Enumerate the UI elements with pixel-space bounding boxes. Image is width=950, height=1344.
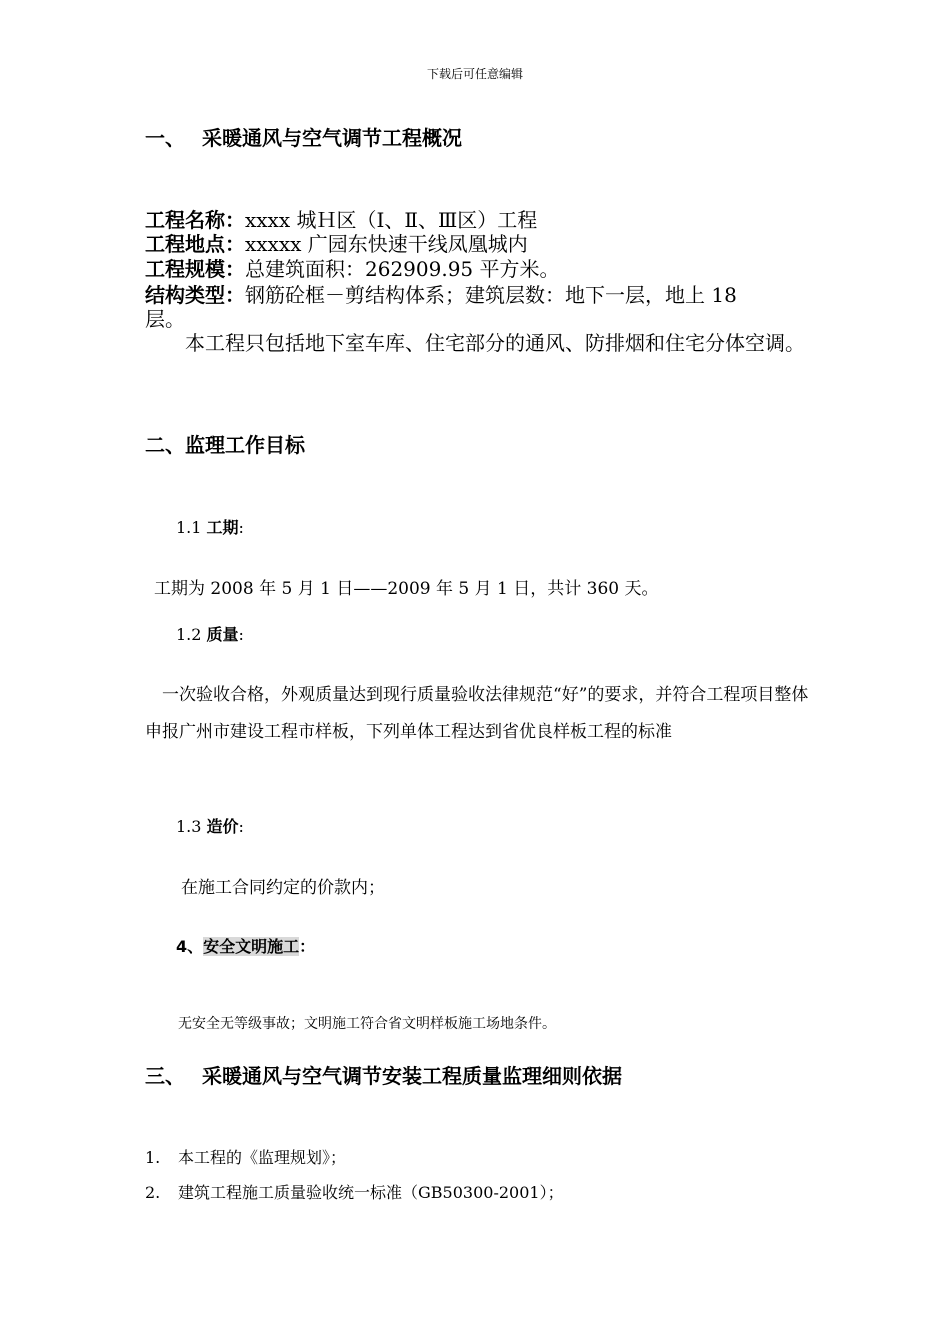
project-scale-line xyxy=(145,257,560,281)
project-scale-label: 工程规模： xyxy=(145,257,245,281)
goal-2-label: 质量 xyxy=(206,625,239,644)
goal-2-colon: : xyxy=(238,625,244,644)
goal-1-label: 工期 xyxy=(206,518,239,537)
project-name-value: xxxx 城Ｈ区（Ⅰ、Ⅱ、Ⅲ区）工程 xyxy=(245,208,538,232)
project-structure-cont: 层。 xyxy=(145,307,185,331)
section-1-number: 一、 xyxy=(145,126,185,150)
page-header-note: 下载后可任意编辑 xyxy=(426,67,523,81)
project-location-value: xxxxx 广园东快速干线凤凰城内 xyxy=(245,232,528,256)
list-item-text: 本工程的《监理规划》； xyxy=(178,1148,347,1167)
goal-2-text: 一次验收合格，外观质量达到现行质量验收法律规范“好”的要求，并符合工程项目整体申报广州市建设工程市样板，下列单体工程达到省优良样板工程的标准 xyxy=(145,685,809,742)
goal-1-colon: : xyxy=(238,518,244,537)
section-1-title: 采暖通风与空气调节工程概况 xyxy=(202,126,462,150)
project-location-line xyxy=(145,232,528,256)
list-item-text: 建筑工程施工质量验收统一标准（GB50300-2001）； xyxy=(178,1183,564,1202)
goal-1-number: 1.1 xyxy=(176,518,207,537)
list-item xyxy=(145,1147,346,1169)
section-3-title: 采暖通风与空气调节安装工程质量监理细则依据 xyxy=(202,1064,622,1088)
goal-4-text: 无安全无等级事故；文明施工符合省文明样板施工场地条件。 xyxy=(178,1016,556,1032)
list-item-number: 2. xyxy=(145,1183,161,1202)
scope-paragraph: 本工程只包括地下室车库、住宅部分的通风、防排烟和住宅分体空调。 xyxy=(185,331,805,355)
project-name-label: 工程名称： xyxy=(145,208,245,232)
goal-2-heading xyxy=(176,624,244,646)
list-item-number: 1. xyxy=(145,1148,161,1167)
project-structure-value: 钢筋砼框－剪结构体系；建筑层数：地下一层，地上 18 xyxy=(245,283,737,307)
goal-3-text: 在施工合同约定的价款内； xyxy=(181,878,385,898)
goal-2-number: 1.2 xyxy=(176,625,207,644)
project-scale-value: 总建筑面积：262909.95 平方米。 xyxy=(245,257,560,281)
goal-3-label: 造价 xyxy=(206,817,239,836)
section-3-number: 三、 xyxy=(145,1064,185,1088)
goal-1-text: 工期为 2008 年 5 月 1 日——2009 年 5 月 1 日，共计 360 天。 xyxy=(154,579,659,599)
goal-4-label: 安全文明施工 xyxy=(203,937,300,956)
project-structure-line xyxy=(145,283,737,307)
section-2-heading: 二、监理工作目标 xyxy=(145,433,305,457)
section-1-heading xyxy=(145,125,462,151)
goal-3-heading xyxy=(176,816,244,838)
project-structure-label: 结构类型： xyxy=(145,283,245,307)
goal-3-colon: : xyxy=(238,817,244,836)
goal-3-number: 1.3 xyxy=(176,817,207,836)
list-item xyxy=(145,1182,564,1204)
goal-1-heading xyxy=(176,517,244,539)
goal-4-heading xyxy=(176,936,315,958)
project-name-line xyxy=(145,208,537,232)
project-location-label: 工程地点： xyxy=(145,232,245,256)
section-3-heading xyxy=(145,1063,622,1089)
goal-4-number: 4、 xyxy=(176,937,204,956)
goal-4-colon: ： xyxy=(299,937,316,956)
